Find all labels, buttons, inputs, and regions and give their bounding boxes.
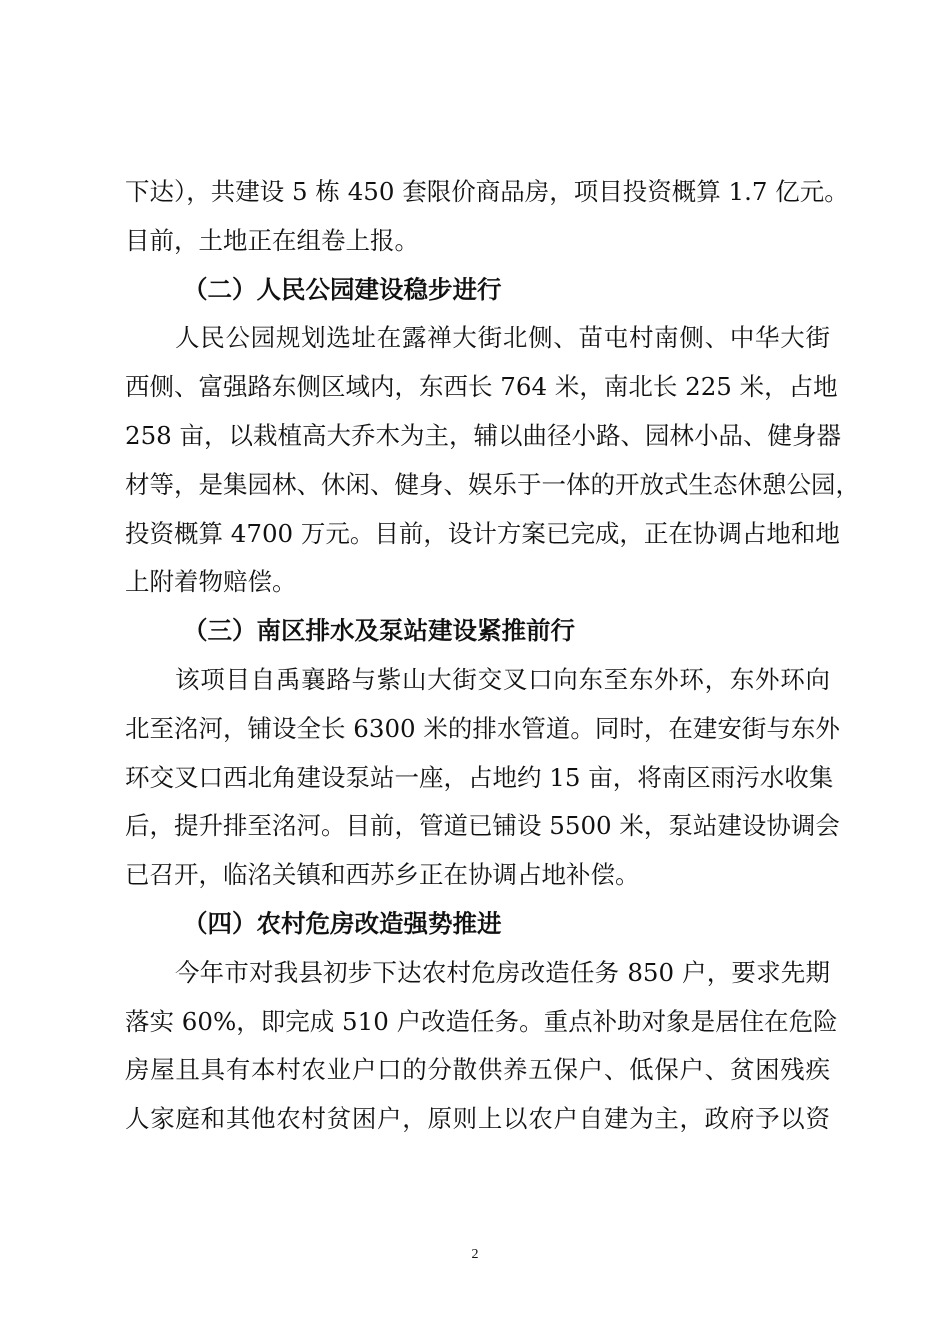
text-line: 已召开，临洺关镇和西苏乡正在协调占地补偿。 xyxy=(125,860,640,890)
paragraph-start: 今年市对我县初步下达农村危房改造任务 850 户，要求先期 xyxy=(175,957,830,987)
text-line: 上附着物赔偿。 xyxy=(125,567,297,597)
text-line: 投资概算 4700 万元。目前，设计方案已完成，正在协调占地和地 xyxy=(125,518,840,548)
text-line: 房屋且具有本村农业户口的分散供养五保户、低保户、贫困残疾 xyxy=(125,1055,830,1085)
text-line: 落实 60%，即完成 510 户改造任务。重点补助对象是居住在危险 xyxy=(125,1006,838,1036)
text-line: 人家庭和其他农村贫困户，原则上以农户自建为主，政府予以资 xyxy=(125,1104,830,1134)
paragraph-start: 该项目自禹襄路与紫山大街交叉口向东至东外环，东外环向 xyxy=(175,664,830,694)
section-heading-3: （三）南区排水及泵站建设紧推前行 xyxy=(183,616,575,646)
text-line: 西侧、富强路东侧区域内，东西长 764 米，南北长 225 米，占地 xyxy=(125,372,838,402)
section-heading-2: （二）人民公园建设稳步进行 xyxy=(183,274,502,304)
section-heading-4: （四）农村危房改造强势推进 xyxy=(183,908,502,938)
paragraph-start: 人民公园规划选址在露禅大街北侧、苗屯村南侧、中华大街 xyxy=(175,323,830,353)
text-line: 环交叉口西北角建设泵站一座，占地约 15 亩，将南区雨污水收集 xyxy=(125,762,834,792)
text-line: 北至洺河，铺设全长 6300 米的排水管道。同时，在建安街与东外 xyxy=(125,713,840,743)
body-text xyxy=(125,168,860,1144)
text-line: 材等，是集园林、休闲、健身、娱乐于一体的开放式生态休憩公园， xyxy=(125,469,860,499)
text-line: 后，提升排至洺河。目前，管道已铺设 5500 米，泵站建设协调会 xyxy=(125,811,840,841)
page-number: 2 xyxy=(471,1247,479,1262)
text-line: 258 亩，以栽植高大乔木为主，辅以曲径小路、园林小品、健身器 xyxy=(125,420,842,450)
text-line: 目前，土地正在组卷上报。 xyxy=(125,225,419,255)
text-line: 下达），共建设 5 栋 450 套限价商品房，项目投资概算 1.7 亿元。 xyxy=(125,177,849,206)
